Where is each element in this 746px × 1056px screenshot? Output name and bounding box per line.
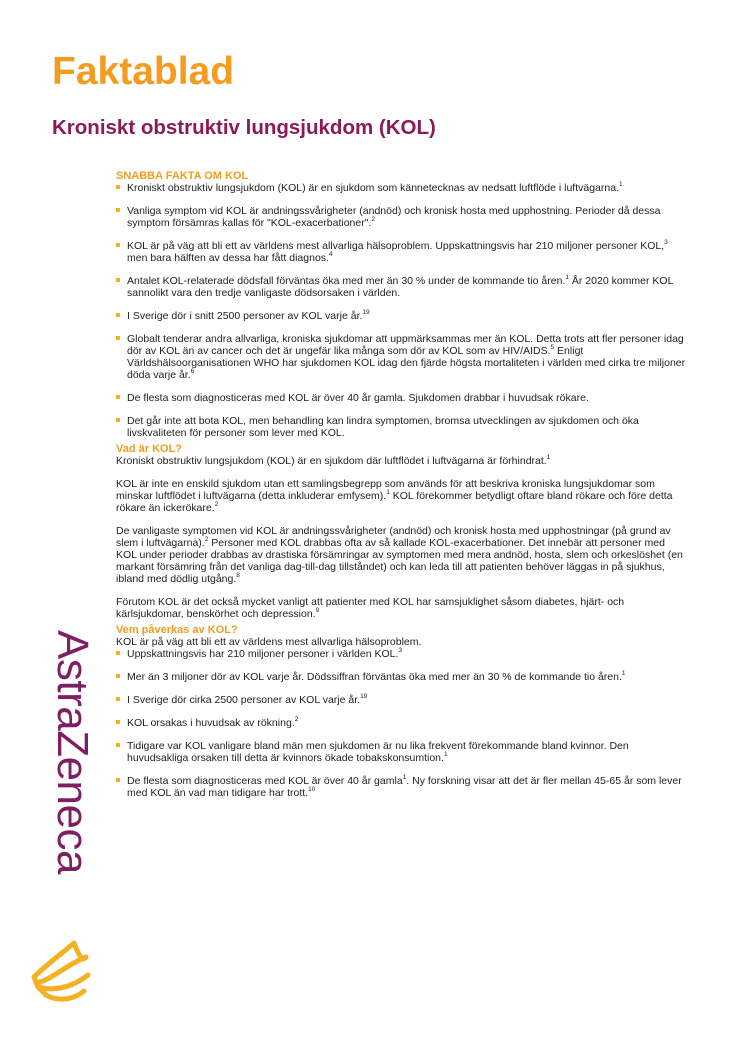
section-intro: KOL är på väg att bli ett av världens mest allvarliga hälsoproblem. [116,636,422,648]
list-item: Uppskattningsvis har 210 miljoner personer i världen KOL.$^3$ [116,648,686,660]
document-subtitle: Kroniskt obstruktiv lungsjukdom (KOL) [52,116,436,139]
list-item: Tidigare var KOL vanligare bland män men sjukdomen är nu lika frekvent förekommande bland kvinnor. Den huvudsakliga orsaken till detta är kvinnors ökade tobakskonsumtion.$^1$ [116,740,686,764]
list-item: KOL är på väg att bli ett av världens mest allvarliga hälsoproblem. Uppskattningsvis har 210 miljoner personer KOL,$^3$ men bara hälften av dessa har fått diagnos.$^4$ [116,240,686,264]
list-item: De flesta som diagnosticeras med KOL är över 40 år gamla$^1$. Ny forskning visar att det är fler mellan 45-65 år som lever med KOL än vad man tidigare har trott.$^{10}$ [116,775,686,799]
quick-facts-list [116,182,686,439]
paragraph: Förutom KOL är det också mycket vanligt att patienter med KOL har samsjuklighet såsom diabetes, hjärt- och kärlsjukdomar, benskörhet och depression.$^9$ [116,596,625,620]
list-item: Vanliga symptom vid KOL är andningssvårigheter (andnöd) och kronisk hosta med upphostning. Perioder då dessa symptom försämras kallas för "KOL-exacerbationer".$^2$ [116,205,686,229]
astrazeneca-logo-icon [26,935,96,1010]
paragraph: KOL är inte en enskild sjukdom utan ett samlingsbegrepp som används för att beskriva kroniska lungsjukdomar som minskar luftflödet i luftvägarna (detta inkluderar emfysem).$^1$ KOL förekommer betydligt oftare bland rökare och före detta rökare än ickerökare.$^2$ [116,478,673,514]
astrazeneca-wordmark: AstraZeneca [48,630,97,874]
list-item: Globalt tenderar andra allvarliga, kroniska sjukdomar att uppmärksammas mer än KOL. Detta trots att fler personer idag dör av KOL än av cancer och det är ungefär lika många som dör av KOL som av HIV/AIDS.$^5$ Enligt Världshälsoorganisationen WHO har sjukdomen KOL idag den fjärde högsta mortaliteten i världen med cirka tre miljoner döda varje år.$^6$ [116,333,686,381]
document-title: Faktablad [52,50,235,93]
section-heading-what-is-kol: Vad är KOL? [116,443,183,455]
list-item: Mer än 3 miljoner dör av KOL varje år. Dödssiffran förväntas öka med mer än 30 % de kommande tio åren.$^1$ [116,671,686,683]
list-item: Det går inte att bota KOL, men behandling kan lindra symptomen, bromsa utvecklingen av sjukdomen och öka livskvaliteten för personer som lever med KOL. [116,415,686,439]
list-item: De flesta som diagnosticeras med KOL är över 40 år gamla. Sjukdomen drabbar i huvudsak rökare. [116,392,686,404]
list-item: I Sverige dör cirka 2500 personer av KOL varje år.$^{19}$ [116,694,686,706]
list-item: Kroniskt obstruktiv lungsjukdom (KOL) är en sjukdom som kännetecknas av nedsatt luftflöde i luftvägarna.$^1$ [116,182,686,194]
paragraph: Kroniskt obstruktiv lungsjukdom (KOL) är en sjukdom där luftflödet i luftvägarna är förhindrat.$^1$ [116,454,551,467]
main-content [116,170,686,810]
list-item: I Sverige dör i snitt 2500 personer av KOL varje år.$^{19}$ [116,310,686,322]
section-heading-quick-facts: SNABBA FAKTA OM KOL [116,170,249,182]
section-heading-who-is-affected: Vem påverkas av KOL? [116,624,238,636]
paragraph: De vanligaste symptomen vid KOL är andningssvårigheter (andnöd) och kronisk hosta med upphostningar (på grund av slem i luftvägarna).$^2$ Personer med KOL drabbas ofta av så kallade KOL-exacerbationer. Det innebär att personer med KOL under perioder drabbas av drastiska försämringar av symptomen med mera andnöd, hosta, slem och orkeslöshet (en markant försämring från det vanliga dag-till-dag tillståndet) och kan leda till att patienten behöver läggas in på sjukhus, ibland med dödlig utgång.$^8$ [116,525,683,585]
list-item: Antalet KOL-relaterade dödsfall förväntas öka med mer än 30 % under de kommande tio åren.$^1$ År 2020 kommer KOL sannolikt vara den tredje vanligaste dödsorsaken i världen. [116,275,686,299]
affected-list [116,648,686,799]
list-item: KOL orsakas i huvudsak av rökning.$^2$ [116,717,686,729]
